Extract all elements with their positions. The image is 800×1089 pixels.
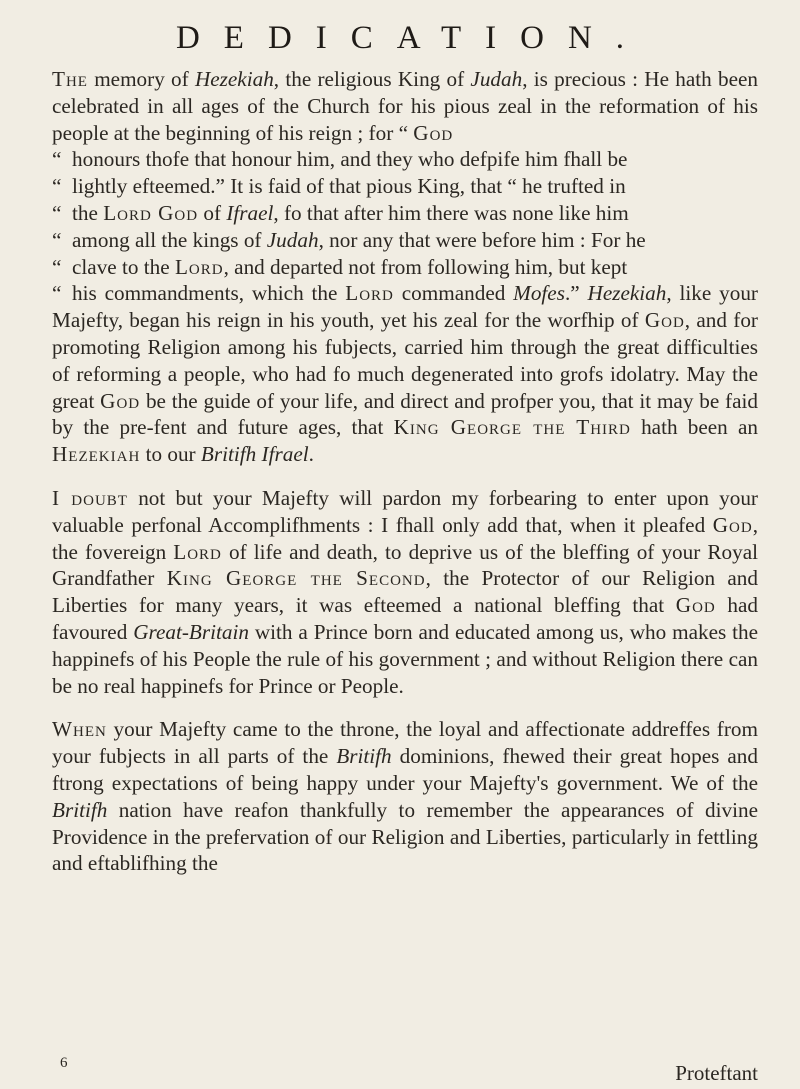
text-run: lightly efteemed.” It is faid of that pious King, that “ he trufted in: [72, 174, 626, 199]
text-run: among all the kings of: [72, 227, 267, 252]
italic-text: Judah: [266, 227, 319, 252]
text-run: hath been an: [630, 415, 758, 440]
italic-text: Judah: [470, 67, 523, 91]
small-caps-text: Lord God: [103, 200, 199, 225]
text-run: nation have reafon thankfully to remember the appearances of divine Providence in the prefervation of our Religion and Liberties, particularly in fettling and eftablifhing the: [52, 797, 758, 876]
line-quote-mark: “: [52, 147, 62, 172]
text-run: .”: [564, 281, 588, 306]
small-caps-text: God: [675, 593, 716, 618]
text-run: .: [308, 442, 314, 467]
text-run: to our: [140, 442, 201, 467]
text-run: not but your Majefty will pardon my forbearing to enter upon your valuable perfonal Accomplifhments : I fhall only add that, when it pleafed: [52, 485, 758, 537]
small-caps-text: Lord: [345, 281, 394, 306]
line-quote-mark: “: [52, 200, 62, 225]
text-run: honours thofe that honour him, and they who defpife him fhall be: [72, 147, 628, 172]
small-caps-text: Hezekiah: [52, 442, 141, 467]
italic-text: Ifrael: [226, 200, 274, 225]
text-run: , like your Majefty, began his reign in his youth, yet his zeal for the worfhip of: [52, 281, 758, 333]
text-run: , the religious King of: [273, 67, 471, 91]
italic-text: Hezekiah: [194, 67, 274, 91]
paragraph-3: [52, 716, 758, 877]
text-run: dominions, fhewed their great hopes and ftrong expectations of being happy under your Majefty's government. We of the: [52, 744, 758, 795]
text-run: , the Protector of our Religion and Liberties for many years, it was efteemed a national bleffing that: [52, 566, 758, 618]
text-run: his commandments, which the: [72, 281, 346, 306]
text-run: , is precious : He hath been celebrated in all ages of the Church for his pious zeal in the reformation of his people at the beginning of his reign ; for “: [52, 67, 758, 145]
italic-text: Britifh: [336, 744, 392, 769]
catchword: Proteftant: [675, 1061, 758, 1085]
text-run: of life and death, to deprive us of the bleffing of your Royal Grandfather: [52, 539, 758, 591]
small-caps-text: God: [413, 120, 454, 145]
text-run: memory of: [87, 67, 195, 91]
paragraph-1: [52, 66, 758, 468]
text-run: with a Prince born and educated among us, who makes the happinefs of his People the rule of his government ; and without Religion there can be no real happinefs for Prince or People.: [52, 619, 759, 698]
line-quote-mark: “: [52, 254, 62, 279]
text-run: of: [198, 200, 227, 225]
text-run: be the guide of your life, and direct and profper you, that it may be faid by the pre-fent and future ages, that: [52, 388, 758, 440]
small-caps-text: Lord: [174, 254, 224, 279]
page-number: 6: [60, 1055, 68, 1071]
text-run: clave to the: [72, 254, 175, 279]
small-caps-text: God: [644, 308, 685, 333]
text-run: the: [72, 200, 104, 225]
text-run: commanded: [393, 281, 514, 306]
text-run: , fo that after him there was none like him: [273, 200, 629, 225]
italic-text: Hezekiah: [587, 281, 667, 306]
text-run: , and for promoting Religion among his fubjects, carried him through the great difficulties of reforming a people, who had fo much degenerated into grofs idolatry. May the great: [52, 308, 758, 413]
italic-text: Britifh Ifrael: [200, 442, 309, 467]
line-quote-mark: “: [52, 227, 62, 252]
text-run: , the fovereign: [52, 512, 758, 564]
small-caps-text: The: [52, 67, 88, 91]
body-text: [52, 66, 758, 877]
italic-text: Mofes: [513, 281, 565, 306]
small-caps-text: King George the Third: [393, 415, 631, 440]
small-caps-text: God: [712, 512, 753, 537]
page-footer: [52, 1055, 758, 1087]
small-caps-text: I doubt: [52, 485, 128, 510]
small-caps-text: King George the Second: [166, 566, 426, 591]
small-caps-text: Lord: [173, 539, 222, 564]
text-run: your Majefty came to the throne, the loyal and affectionate addreffes from your fubjects in all parts of the: [52, 717, 758, 769]
small-caps-text: God: [100, 388, 141, 413]
italic-text: Great-Britain: [133, 619, 249, 644]
line-quote-mark: “: [52, 174, 62, 199]
line-quote-mark: “: [52, 281, 62, 306]
text-run: , and departed not from following him, but kept: [223, 254, 628, 279]
small-caps-text: When: [52, 717, 107, 742]
text-run: , nor any that were before him : For he: [318, 227, 646, 252]
text-run: had favoured: [52, 593, 758, 644]
italic-text: Britifh: [52, 797, 108, 822]
page-heading: DEDICATION.: [175, 20, 649, 56]
paragraph-2: [52, 485, 758, 699]
